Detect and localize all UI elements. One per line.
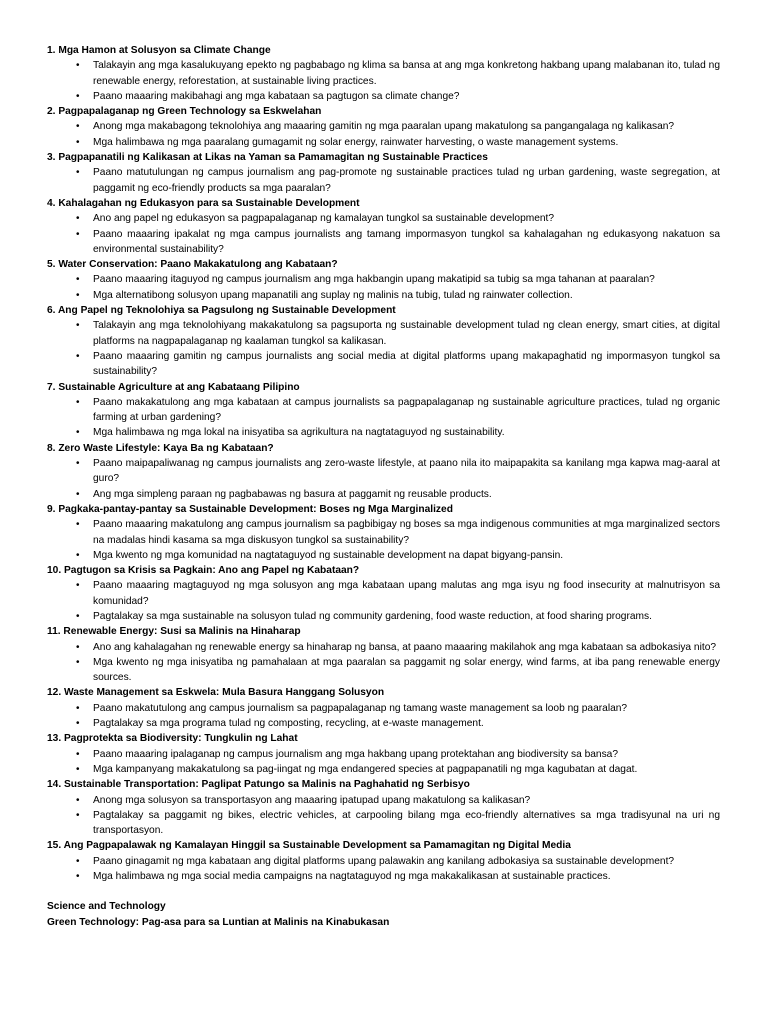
bullet-icon: •	[76, 396, 80, 408]
topic-title: 14. Sustainable Transportation: Paglipat Patungo sa Malinis na Paghahatid ng Serbisyo	[47, 779, 470, 791]
bullet-list	[47, 854, 720, 885]
bullet-icon: •	[76, 855, 80, 867]
topic-section	[47, 502, 720, 563]
bullet-text: Mga kwento ng mga komunidad na nagtataguyod ng sustainable development na dapat bigyang-pansin.	[93, 549, 564, 561]
bullet-item	[47, 578, 720, 609]
topic-title: 13. Pagprotekta sa Biodiversity: Tungkulin ng Lahat	[47, 733, 298, 745]
bullet-item	[47, 318, 720, 349]
bullet-item	[47, 869, 720, 884]
bullet-item	[47, 349, 720, 380]
bullet-icon: •	[76, 656, 80, 668]
bullet-icon: •	[76, 718, 80, 730]
bullet-text: Paano maaaring magtaguyod ng mga solusyon ang mga kabataan upang malutas ang mga isyu ng food insecurity at malnutrisyon sa komunidad?	[93, 580, 720, 607]
topic-section	[47, 257, 720, 303]
bullet-text: Anong mga makabagong teknolohiya ang maaaring gamitin ng mga paaralan upang makatulong sa pangangalaga ng kalikasan?	[93, 121, 675, 133]
topic-section	[47, 838, 720, 884]
bullet-list	[47, 165, 720, 196]
bullet-icon: •	[76, 641, 80, 653]
bullet-text: Talakayin ang mga teknolohiyang makakatulong sa pagsuporta ng sustainable development tulad ng clean energy, smart cities, at digital platforms na nagpapalaganap ng kaalaman tungkol sa kalikasan.	[93, 320, 720, 347]
bullet-icon: •	[76, 60, 80, 72]
bullet-text: Paano maaaring gamitin ng campus journalists ang social media at digital platforms upang makapaghatid ng impormasyon tungkol sa sustainability?	[93, 350, 720, 378]
bullet-item	[47, 165, 720, 196]
topic-section	[47, 196, 720, 257]
bullet-item	[47, 89, 720, 104]
bullet-item	[47, 762, 720, 777]
bullet-item	[47, 395, 720, 426]
bullet-list	[47, 211, 720, 257]
bullet-list	[47, 701, 720, 732]
bullet-text: Mga kampanyang makakatulong sa pag-iingat ng mga endangered species at pagpapanatili ng mga kagubatan at dagat.	[93, 763, 638, 775]
topic-section	[47, 380, 720, 441]
bullet-list	[47, 58, 720, 104]
bullet-item	[47, 58, 720, 89]
bullet-item	[47, 456, 720, 487]
bullet-text: Ang mga simpleng paraan ng pagbabawas ng basura at paggamit ng reusable products.	[93, 488, 492, 500]
topic-section	[47, 441, 720, 502]
bullet-item	[47, 854, 720, 869]
bullet-icon: •	[76, 748, 80, 760]
bullet-item	[47, 288, 720, 303]
bullet-item	[47, 716, 720, 731]
topic-title: 6. Ang Papel ng Teknolohiya sa Pagsulong ng Sustainable Development	[47, 305, 396, 317]
bullet-icon: •	[76, 274, 80, 286]
topic-title: 1. Mga Hamon at Solusyon sa Climate Change	[47, 45, 271, 56]
bullet-item	[47, 747, 720, 762]
bullet-text: Pagtalakay sa paggamit ng bikes, electric vehicles, at carpooling bilang mga eco-friendly alternatives sa mga tradisyunal na uri ng transportasyon.	[93, 809, 720, 837]
bullet-text: Paano matutulungan ng campus journalism ang pag-promote ng sustainable practices tulad ng urban gardening, waste segregation, at paggamit ng eco-friendly products sa mga paaralan?	[93, 167, 720, 194]
topic-section	[47, 777, 720, 838]
bullet-text: Pagtalakay sa mga programa tulad ng composting, recycling, at e-waste management.	[93, 718, 484, 730]
topic-title: 2. Pagpapalaganap ng Green Technology sa Eskwelahan	[47, 106, 322, 118]
bullet-item	[47, 517, 720, 548]
bullet-icon: •	[76, 809, 80, 821]
bullet-icon: •	[76, 90, 80, 102]
bullet-text: Paano makakatulong ang mga kabataan at campus journalists sa pagpapalaganap ng sustainable agriculture practices, tulad ng organic farming at urban gardening?	[93, 396, 720, 424]
topic-list	[47, 43, 720, 884]
bullet-text: Paano maaaring ipakalat ng mga campus journalists ang tamang impormasyon tungkol sa kahalagahan ng edukasyong nakatuon sa environmental sustainability?	[93, 228, 720, 255]
bullet-item	[47, 135, 720, 150]
topic-title: 10. Pagtugon sa Krisis sa Pagkain: Ano ang Papel ng Kabataan?	[47, 565, 360, 577]
bullet-list	[47, 456, 720, 502]
bullet-icon: •	[76, 549, 80, 561]
bullet-text: Paano ginagamit ng mga kabataan ang digital platforms upang palawakin ang kanilang adbokasiya sa sustainable development?	[93, 855, 675, 867]
bullet-icon: •	[76, 458, 80, 470]
bullet-text: Ano ang kahalagahan ng renewable energy sa hinaharap ng bansa, at paano maaaring makilahok ang mga kabataan sa adbokasiya nito?	[93, 641, 717, 653]
bullet-list	[47, 578, 720, 624]
bullet-icon: •	[76, 763, 80, 775]
topic-section	[47, 563, 720, 624]
topic-section	[47, 150, 720, 196]
bullet-list	[47, 517, 720, 563]
bullet-text: Mga halimbawa ng mga paaralang gumagamit ng solar energy, rainwater harvesting, o waste management systems.	[93, 136, 619, 148]
bullet-text: Ano ang papel ng edukasyon sa pagpapalaganap ng kamalayan tungkol sa sustainable development?	[93, 213, 555, 225]
bullet-icon: •	[76, 519, 80, 531]
bullet-item	[47, 808, 720, 839]
topic-title: 3. Pagpapanatili ng Kalikasan at Likas na Yaman sa Pamamagitan ng Sustainable Practices	[47, 152, 488, 164]
topic-title: 15. Ang Pagpapalawak ng Kamalayan Hinggil sa Sustainable Development sa Pamamagitan ng Digital Media	[47, 840, 571, 852]
article-heading: Green Technology: Pag-asa para sa Luntian at Malinis na Kinabukasan	[47, 916, 390, 928]
topic-section	[47, 731, 720, 777]
bullet-item	[47, 701, 720, 716]
topic-title: 5. Water Conservation: Paano Makakatulong ang Kabataan?	[47, 259, 338, 271]
bullet-icon: •	[76, 121, 80, 133]
bullet-icon: •	[76, 289, 80, 301]
bullet-item	[47, 272, 720, 287]
bullet-text: Mga kwento ng mga inisyatiba ng pamahalaan at mga paaralan sa paggamit ng solar energy, wind farms, at iba pang renewable energy sources.	[93, 656, 720, 684]
bullet-text: Mga alternatibong solusyon upang mapanatili ang suplay ng malinis na tubig, tulad ng rainwater collection.	[93, 289, 573, 301]
bullet-text: Paano maipapaliwanag ng campus journalists ang zero-waste lifestyle, at paano nila ito maipapakita sa kanilang mga kapwa mag-aaral at guro?	[93, 458, 720, 485]
bullet-icon: •	[76, 427, 80, 439]
bullet-item	[47, 793, 720, 808]
bullet-item	[47, 119, 720, 134]
bullet-item	[47, 609, 720, 624]
topic-section	[47, 685, 720, 731]
bullet-item	[47, 640, 720, 655]
bullet-text: Anong mga solusyon sa transportasyon ang maaaring ipatupad upang makatulong sa kalikasan?	[93, 794, 531, 806]
bullet-icon: •	[76, 488, 80, 500]
bullet-icon: •	[76, 610, 80, 622]
bullet-list	[47, 793, 720, 839]
topic-section	[47, 303, 720, 379]
bullet-icon: •	[76, 350, 80, 362]
document-footer	[47, 899, 720, 930]
bullet-list	[47, 395, 720, 441]
bullet-icon: •	[76, 702, 80, 714]
bullet-list	[47, 747, 720, 778]
topic-title: 4. Kahalagahan ng Edukasyon para sa Sustainable Development	[47, 197, 360, 209]
bullet-icon: •	[76, 228, 80, 240]
bullet-icon: •	[76, 213, 80, 225]
bullet-item	[47, 548, 720, 563]
topic-title: 11. Renewable Energy: Susi sa Malinis na Hinaharap	[47, 626, 301, 638]
bullet-text: Paano maaaring itaguyod ng campus journalism ang mga hakbangin upang makatipid sa tubig sa mga tahanan at paaralan?	[93, 274, 655, 286]
bullet-icon: •	[76, 794, 80, 806]
bullet-item	[47, 211, 720, 226]
bullet-list	[47, 318, 720, 379]
bullet-text: Mga halimbawa ng mga lokal na inisyatiba sa agrikultura na nagtataguyod ng sustainability.	[93, 427, 505, 439]
bullet-text: Paano maaaring ipalaganap ng campus journalism ang mga hakbang upang protektahan ang biodiversity sa bansa?	[93, 748, 619, 760]
bullet-item	[47, 487, 720, 502]
bullet-item	[47, 655, 720, 686]
bullet-list	[47, 272, 720, 303]
topic-section	[47, 104, 720, 150]
section-label: Science and Technology	[47, 901, 166, 913]
bullet-text: Paano maaaring makatulong ang campus journalism sa pagbibigay ng boses sa mga indigenous communities at mga marginalized sectors na madalas hindi kasama sa mga diskusyon tungkol sa sustainability?	[93, 519, 720, 546]
bullet-icon: •	[76, 136, 80, 148]
bullet-icon: •	[76, 580, 80, 592]
bullet-text: Paano makatutulong ang campus journalism sa pagpapalaganap ng tamang waste management sa loob ng paaralan?	[93, 702, 628, 714]
topic-section	[47, 43, 720, 104]
bullet-text: Pagtalakay sa mga sustainable na solusyon tulad ng community gardening, food waste reduction, at food sharing programs.	[93, 610, 652, 622]
topic-title: 12. Waste Management sa Eskwela: Mula Basura Hanggang Solusyon	[47, 687, 385, 699]
bullet-item	[47, 425, 720, 440]
bullet-icon: •	[76, 167, 80, 179]
bullet-text: Paano maaaring makibahagi ang mga kabataan sa pagtugon sa climate change?	[93, 90, 460, 102]
topic-title: 7. Sustainable Agriculture at ang Kabataang Pilipino	[47, 381, 300, 393]
bullet-text: Talakayin ang mga kasalukuyang epekto ng pagbabago ng klima sa bansa at ang mga konkretong hakbang upang malabanan ito, tulad ng renewable energy, reforestation, at sustainable living practices.	[93, 60, 720, 87]
bullet-list	[47, 119, 720, 150]
bullet-icon: •	[76, 871, 80, 883]
topic-section	[47, 624, 720, 685]
bullet-list	[47, 640, 720, 686]
bullet-item	[47, 227, 720, 258]
topic-title: 9. Pagkaka-pantay-pantay sa Sustainable Development: Boses ng Mga Marginalized	[47, 503, 453, 515]
topic-title: 8. Zero Waste Lifestyle: Kaya Ba ng Kabataan?	[47, 442, 274, 454]
bullet-icon: •	[76, 320, 80, 332]
bullet-text: Mga halimbawa ng mga social media campaigns na nagtataguyod ng mga makakalikasan at sustainable practices.	[93, 871, 611, 883]
